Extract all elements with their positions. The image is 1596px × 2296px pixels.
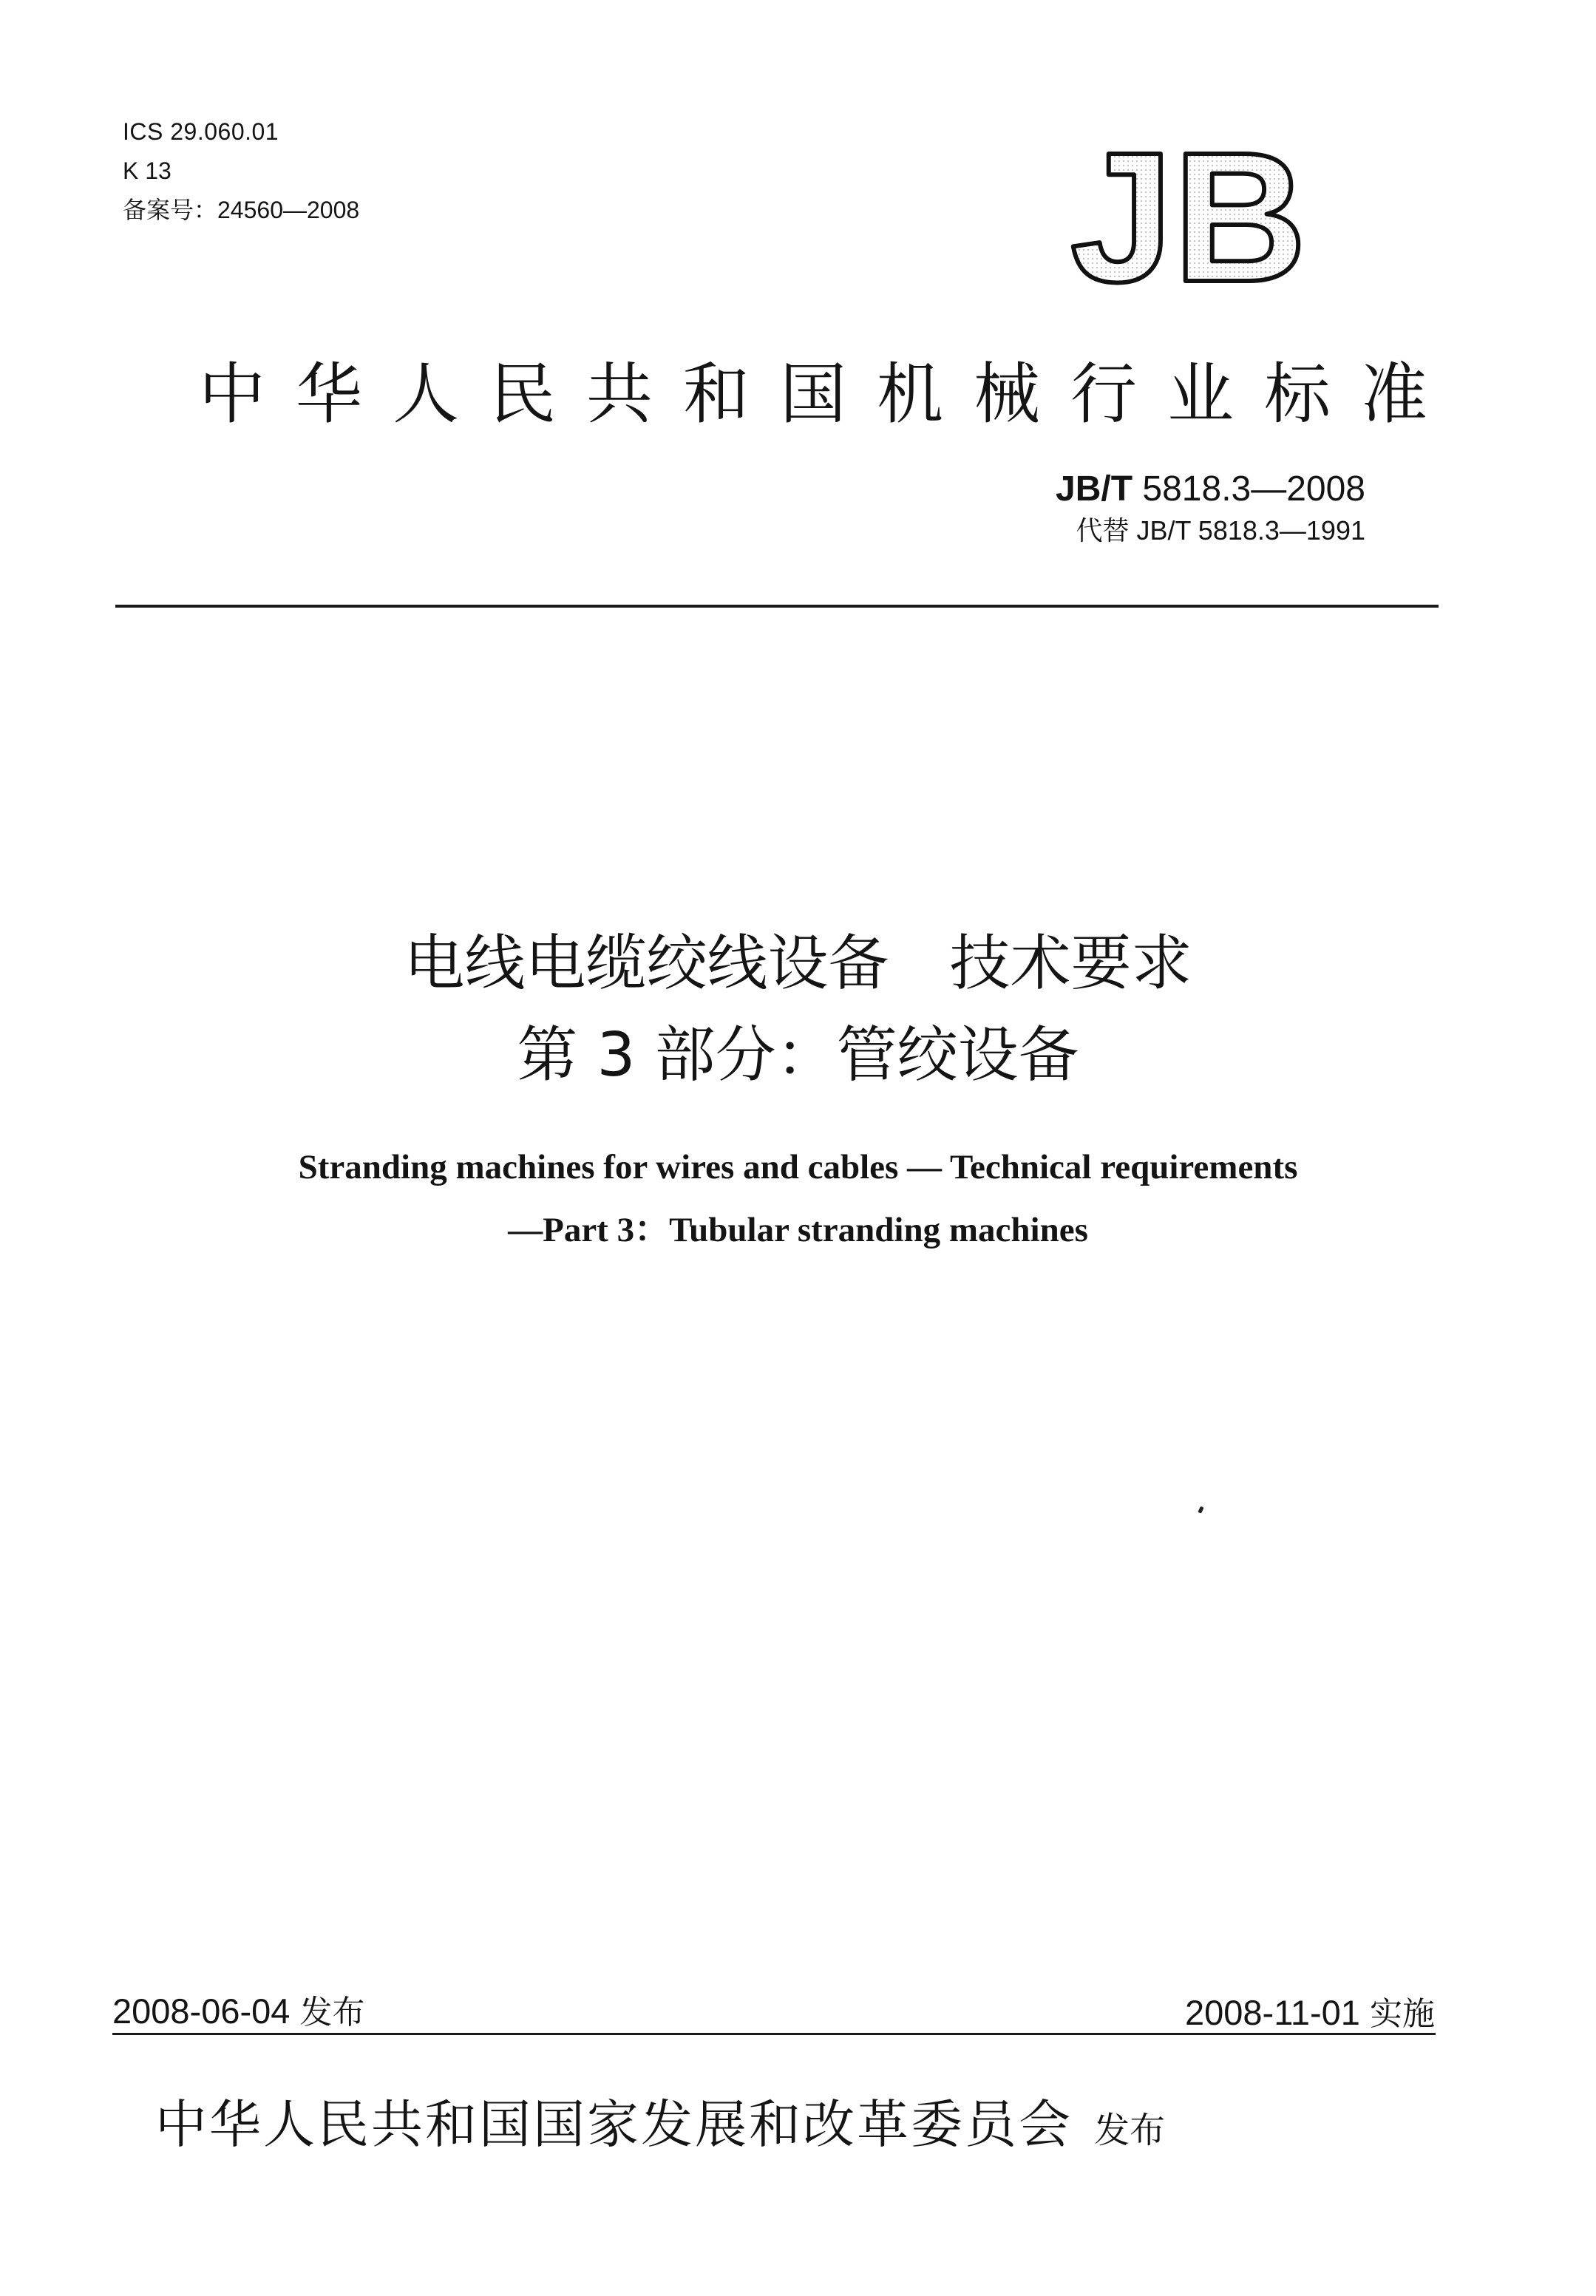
masthead: 中华人民共和国机械行业标准 (199, 356, 1458, 433)
publisher-action: 发布 (1094, 2110, 1166, 2151)
bottom-divider (112, 2033, 1436, 2035)
ics-code: ICS 29.060.01 (123, 118, 279, 145)
record-number: 备案号：24560—2008 (123, 197, 360, 223)
ccs-code: K 13 (123, 157, 172, 184)
title-en-line1: Stranding machines for wires and cables — Technical requirements (298, 1148, 1298, 1186)
standard-prefix: JB/T (1056, 469, 1133, 509)
scan-speck (1198, 1506, 1203, 1513)
standard-number-block (1056, 467, 1365, 550)
jb-logo-text: JB (1070, 124, 1307, 297)
effective-date: 2008-11-01 (1185, 1993, 1360, 2032)
replaces-standard: 代替 JB/T 5818.3—1991 (1076, 515, 1365, 546)
publisher-name: 中华人民共和国国家发展和改革委员会 (155, 2094, 1073, 2155)
publisher-block (155, 2083, 1165, 2158)
header-meta (123, 112, 359, 230)
top-divider (115, 605, 1439, 608)
title-cn-line1: 电线电缆绞线设备 技术要求 (404, 928, 1192, 999)
effective-label: 实施 (1370, 1995, 1435, 2033)
effective-date-block (1185, 1987, 1435, 2034)
issue-date-block (112, 1986, 364, 2033)
standard-number (1056, 467, 1365, 512)
standard-number-value: 5818.3—2008 (1142, 469, 1365, 509)
title-en-line2: —Part 3：Tubular stranding machines (508, 1211, 1088, 1249)
issue-label: 发布 (299, 1994, 365, 2031)
title-cn-line2: 第 3 部分：管绞设备 (517, 1020, 1079, 1090)
jb-logo (1064, 124, 1369, 297)
issue-date: 2008-06-04 (112, 1991, 291, 2031)
